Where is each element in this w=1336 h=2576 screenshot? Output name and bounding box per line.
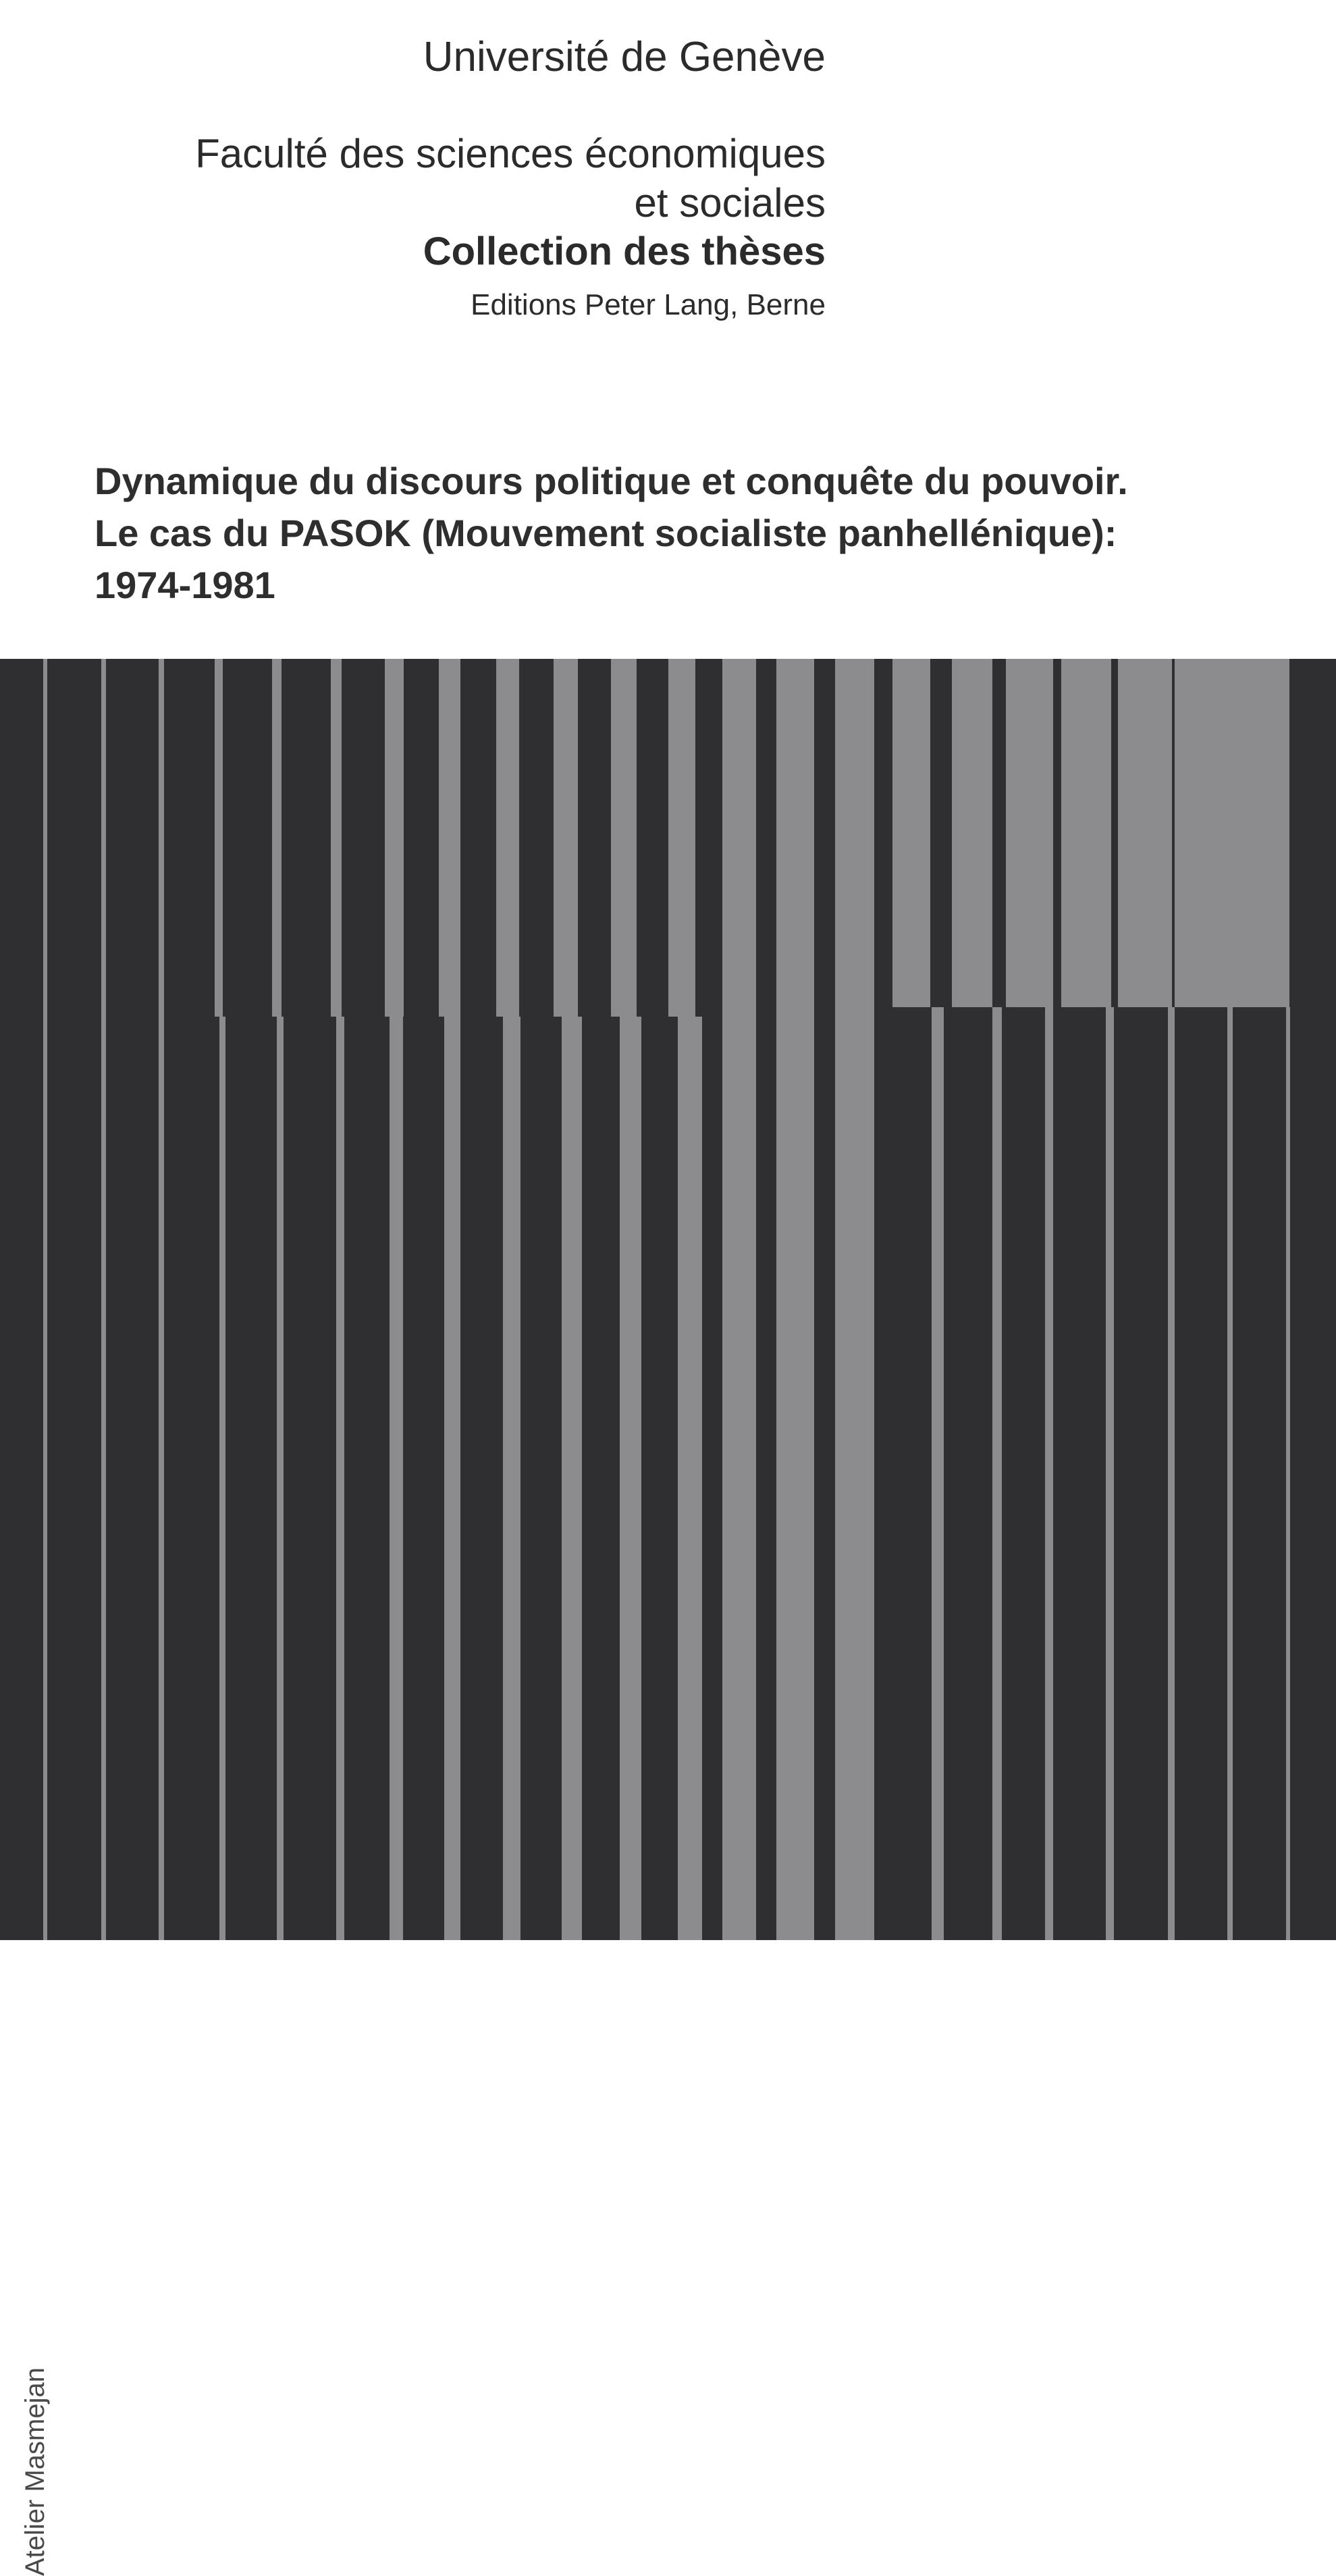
stripe-21-top (1175, 659, 1230, 1007)
stripe-6-bottom (336, 1017, 344, 1940)
stripe-4-top (215, 659, 223, 1017)
publisher-name: Editions Peter Lang, Berne (471, 288, 826, 321)
stripe-6-top (331, 659, 342, 1017)
stripe-8-top (439, 659, 460, 1017)
book-title (95, 455, 1128, 611)
stripe-5-bottom (277, 1017, 284, 1940)
stripe-11-bottom (620, 1017, 641, 1940)
cover-header (195, 27, 826, 320)
stripe-16-bottom (932, 1007, 944, 1940)
stripe-22-bottom (1286, 1007, 1290, 1940)
faculty-name-line2: et sociales (634, 180, 826, 225)
stripe-13 (722, 659, 756, 1940)
stripe-18-bottom (1045, 1007, 1053, 1940)
stripe-11-top (611, 659, 637, 1017)
stripe-pattern (0, 659, 1336, 1940)
artwork-credit: Atelier Masmejan (20, 2367, 50, 2576)
stripe-19-top (1061, 659, 1111, 1007)
stripe-19-bottom (1106, 1007, 1114, 1940)
stripe-2 (101, 659, 106, 1940)
stripe-16-top (892, 659, 930, 1007)
stripe-4-bottom (219, 1017, 225, 1940)
stripe-21-bottom (1227, 1007, 1233, 1940)
stripe-14 (776, 659, 814, 1940)
stripe-5-top (272, 659, 282, 1017)
stripe-1 (43, 659, 47, 1940)
book-title-line3: 1974-1981 (95, 564, 275, 606)
stripe-18-top (1006, 659, 1053, 1007)
stripe-8-bottom (444, 1017, 460, 1940)
stripe-17-top (952, 659, 992, 1007)
stripe-9-top (496, 659, 519, 1017)
stripe-10-bottom (562, 1017, 582, 1940)
stripe-3 (159, 659, 164, 1940)
book-title-line1: Dynamique du discours politique et conquête du pouvoir. (95, 460, 1128, 502)
university-name: Université de Genève (423, 34, 826, 80)
stripe-20-top (1118, 659, 1172, 1007)
stripe-9-bottom (503, 1017, 520, 1940)
stripe-17-bottom (992, 1007, 1002, 1940)
stripe-12-bottom (678, 1017, 702, 1940)
stripe-7-bottom (390, 1017, 403, 1940)
stripe-22-top (1230, 659, 1289, 1007)
stripe-12-top (668, 659, 695, 1017)
stripe-20-bottom (1168, 1007, 1175, 1940)
stripe-10-top (554, 659, 578, 1017)
cover-artwork (0, 659, 1336, 2576)
collection-name: Collection des thèses (423, 230, 826, 273)
book-title-line2: Le cas du PASOK (Mouvement socialiste panhellénique): (95, 512, 1117, 554)
stripe-7-top (385, 659, 404, 1017)
faculty-name-line1: Faculté des sciences économiques (195, 131, 826, 176)
stripe-15 (835, 659, 874, 1940)
